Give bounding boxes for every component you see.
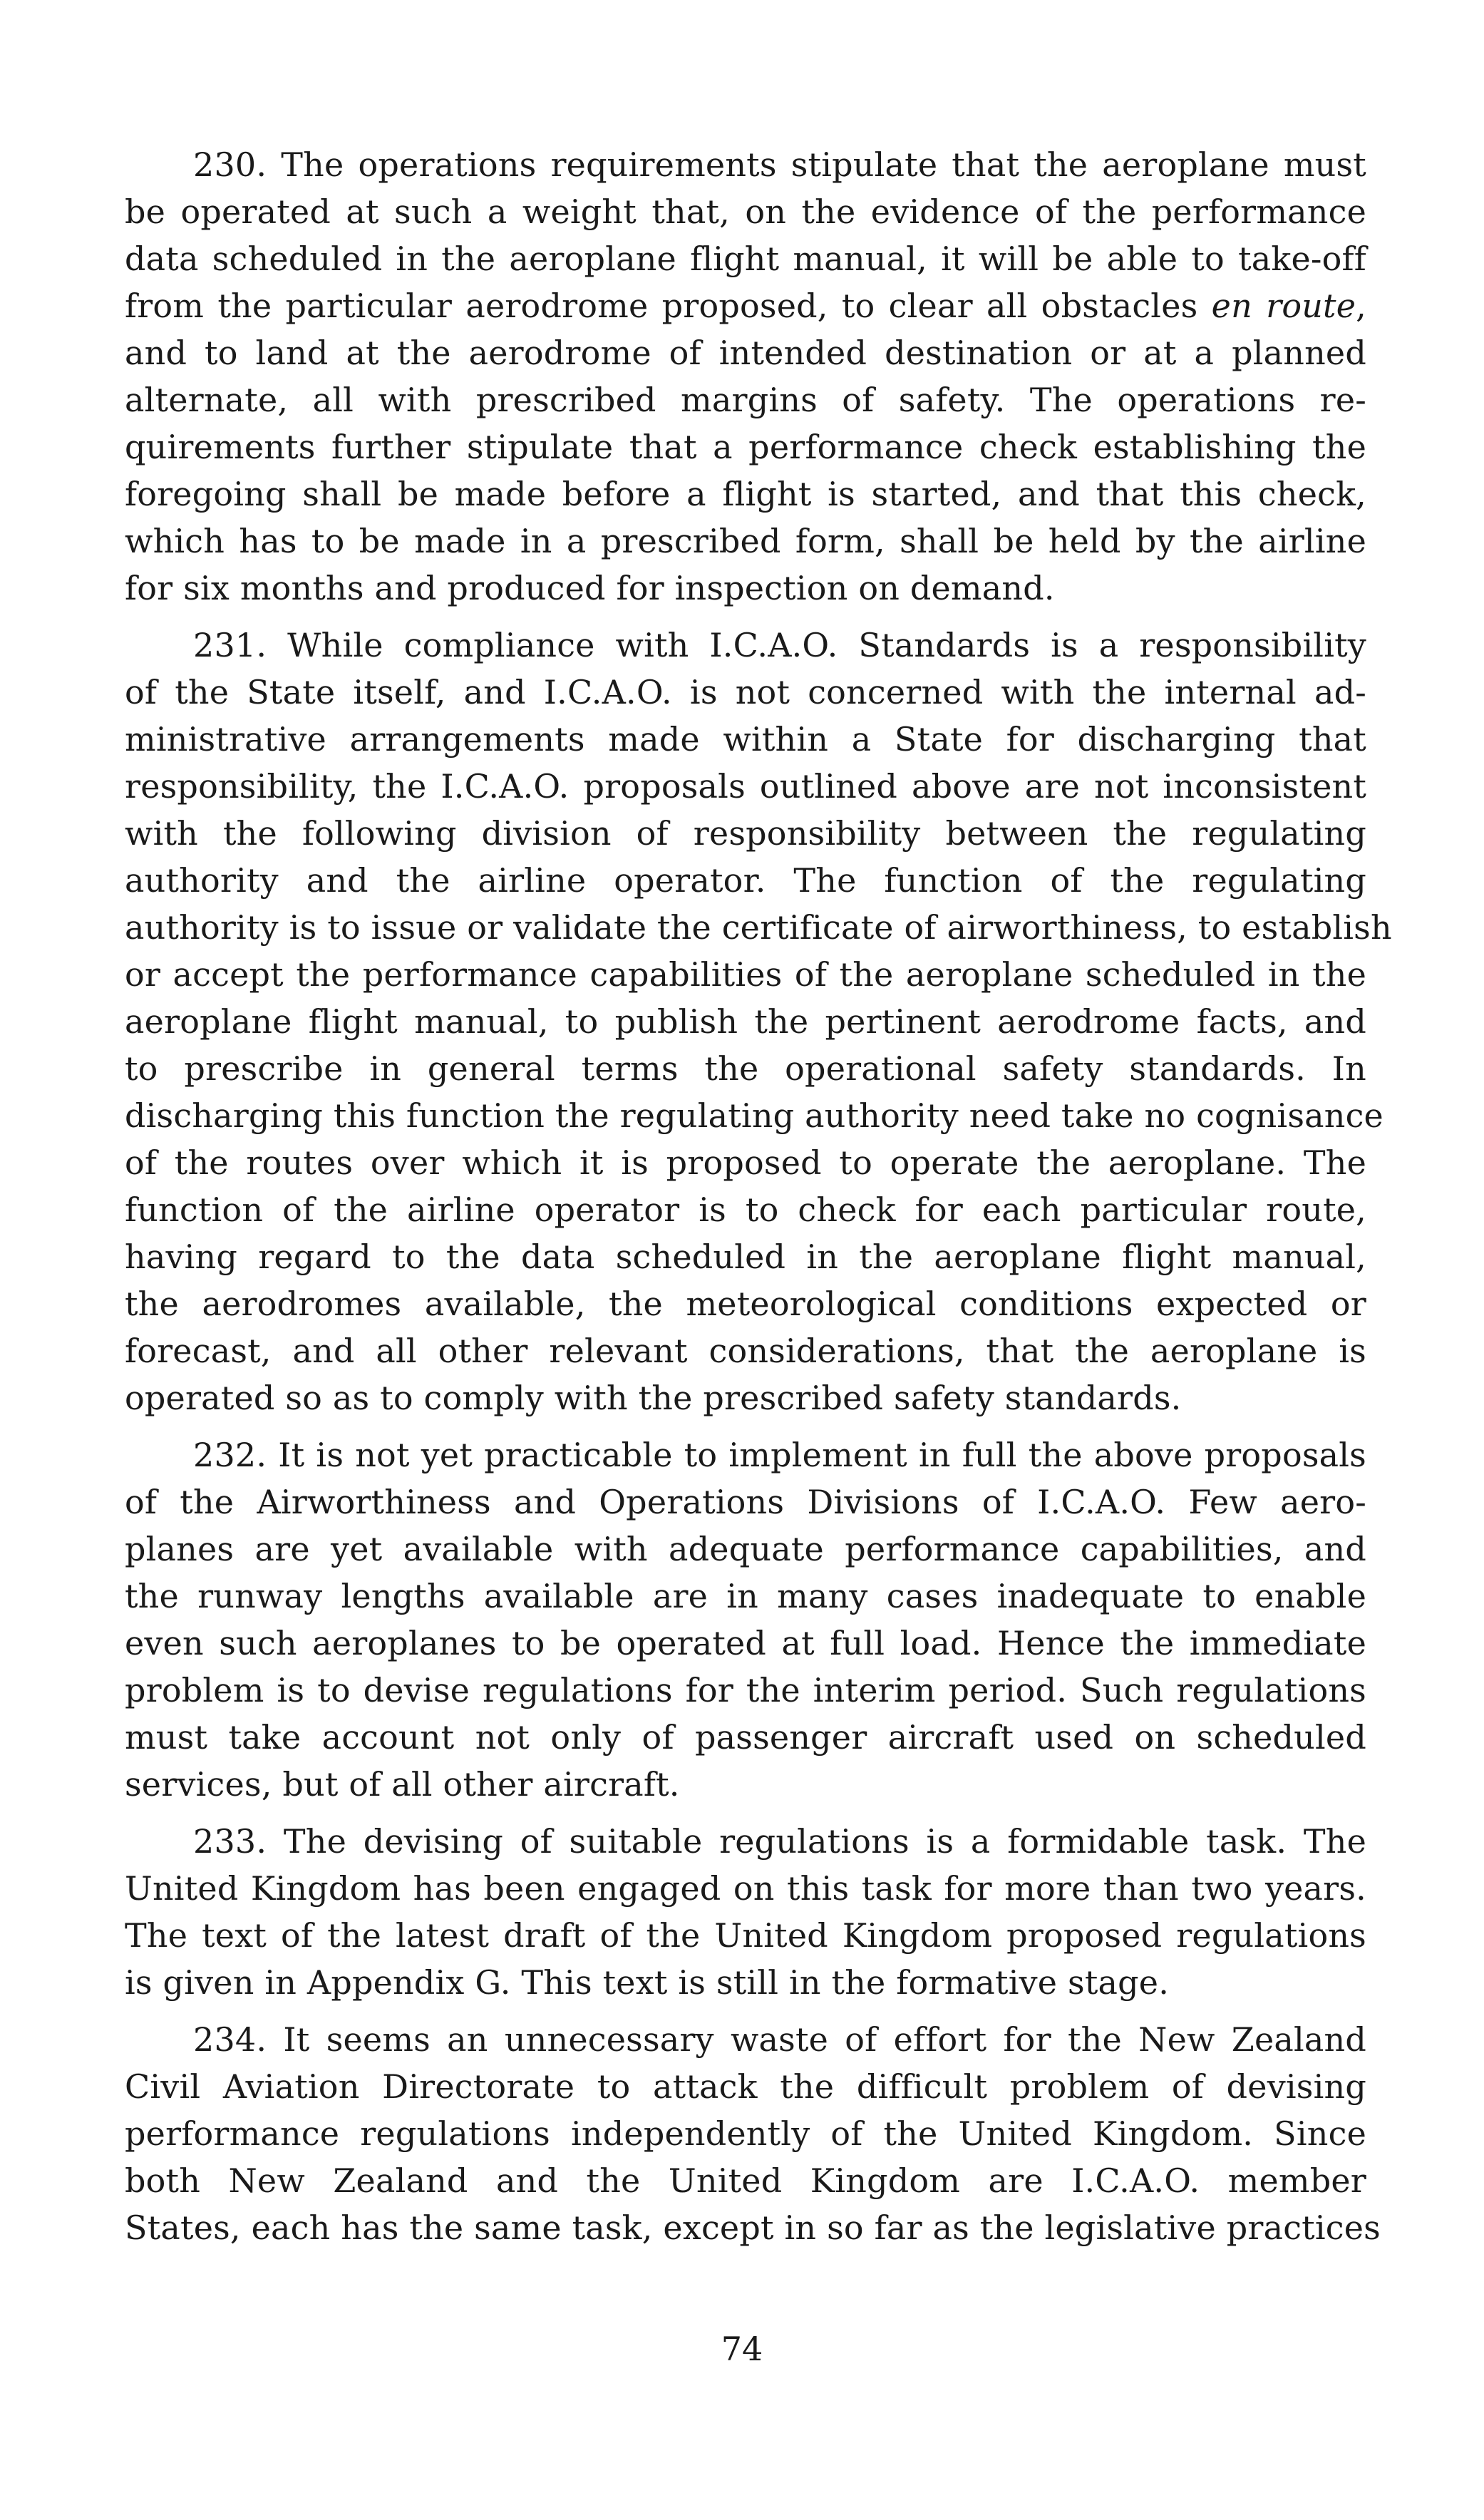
text-line: States, each has the same task, except in so far as the legislative practices	[125, 2208, 1381, 2247]
text-line: which has to be made in a prescribed form, shall be held by the airline	[125, 522, 1366, 560]
text-line: with the following division of responsibility between the regulating	[125, 814, 1366, 853]
italic-phrase: en route	[1211, 287, 1356, 325]
text-line: and to land at the aerodrome of intended destination or at a planned	[125, 334, 1366, 372]
text-line: Civil Aviation Directorate to attack the difficult problem of devising	[125, 2067, 1366, 2106]
text-line: function of the airline operator is to check for each particular route,	[125, 1190, 1366, 1229]
text-line: responsibility, the I.C.A.O. proposals outlined above are not inconsistent	[125, 767, 1366, 806]
text-line: quirements further stipulate that a performance check establishing the	[125, 428, 1366, 466]
text-line: 230. The operations requirements stipulate that the aeroplane must	[193, 145, 1366, 184]
text-line: 232. It is not yet practicable to implement in full the above proposals	[193, 1436, 1366, 1474]
text-line: aeroplane flight manual, to publish the pertinent aerodrome facts, and	[125, 1002, 1366, 1041]
text-line: 231. While compliance with I.C.A.O. Standards is a responsibility	[193, 626, 1366, 664]
text-line: ministrative arrangements made within a State for discharging that	[125, 720, 1366, 758]
text-line: from the particular aerodrome proposed, to clear all obstacles en route,	[125, 287, 1366, 325]
text-line: authority and the airline operator. The function of the regulating	[125, 861, 1366, 900]
text-line: the runway lengths available are in many cases inadequate to enable	[125, 1577, 1366, 1615]
text-line: for six months and produced for inspection on demand.	[125, 569, 1055, 607]
text-line: must take account not only of passenger aircraft used on scheduled	[125, 1718, 1366, 1757]
text-line: problem is to devise regulations for the interim period. Such regulations	[125, 1671, 1366, 1709]
paragraph-232	[125, 1431, 1366, 1808]
document-body	[125, 141, 1392, 2261]
text-line: having regard to the data scheduled in the aeroplane flight manual,	[125, 1238, 1366, 1276]
paragraph-233	[125, 1818, 1366, 2006]
text-line: both New Zealand and the United Kingdom are I.C.A.O. member	[125, 2161, 1366, 2200]
text-line: planes are yet available with adequate performance capabilities, and	[125, 1530, 1366, 1568]
text-line: forecast, and all other relevant considerations, that the aeroplane is	[125, 1332, 1366, 1370]
text-line: 233. The devising of suitable regulations is a formidable task. The	[193, 1822, 1366, 1861]
text-line: performance regulations independently of the United Kingdom. Since	[125, 2114, 1366, 2153]
text-line: operated so as to comply with the prescribed safety standards.	[125, 1379, 1182, 1417]
text-line: to prescribe in general terms the operational safety standards. In	[125, 1049, 1366, 1088]
text-line: authority is to issue or validate the certificate of airworthiness, to establish	[125, 908, 1392, 947]
text-line: discharging this function the regulating authority need take no cognisance	[125, 1096, 1383, 1135]
text-line: foregoing shall be made before a flight is started, and that this check,	[125, 475, 1366, 513]
text-line: be operated at such a weight that, on the evidence of the performance	[125, 192, 1366, 231]
text-line: of the Airworthiness and Operations Divisions of I.C.A.O. Few aero-	[125, 1483, 1366, 1521]
text-line: The text of the latest draft of the United Kingdom proposed regulations	[125, 1916, 1366, 1955]
text-line: of the routes over which it is proposed to operate the aeroplane. The	[125, 1143, 1366, 1182]
paragraph-231	[125, 622, 1392, 1421]
page-number: 74	[721, 2330, 763, 2368]
text-line: alternate, all with prescribed margins of safety. The operations re-	[125, 381, 1366, 419]
text-line: data scheduled in the aeroplane flight manual, it will be able to take-off	[125, 240, 1366, 278]
text-line: 234. It seems an unnecessary waste of effort for the New Zealand	[193, 2020, 1366, 2059]
text-line: United Kingdom has been engaged on this task for more than two years.	[125, 1869, 1366, 1908]
paragraph-234	[125, 2016, 1381, 2251]
text-line: services, but of all other aircraft.	[125, 1765, 680, 1804]
text-line: or accept the performance capabilities of the aeroplane scheduled in the	[125, 955, 1366, 994]
text-line: is given in Appendix G. This text is still in the formative stage.	[125, 1963, 1170, 2002]
paragraph-230	[125, 141, 1366, 612]
text-line: even such aeroplanes to be operated at full load. Hence the immediate	[125, 1624, 1366, 1662]
text-line: the aerodromes available, the meteorological conditions expected or	[125, 1285, 1366, 1323]
text-line: of the State itself, and I.C.A.O. is not concerned with the internal ad-	[125, 673, 1366, 711]
